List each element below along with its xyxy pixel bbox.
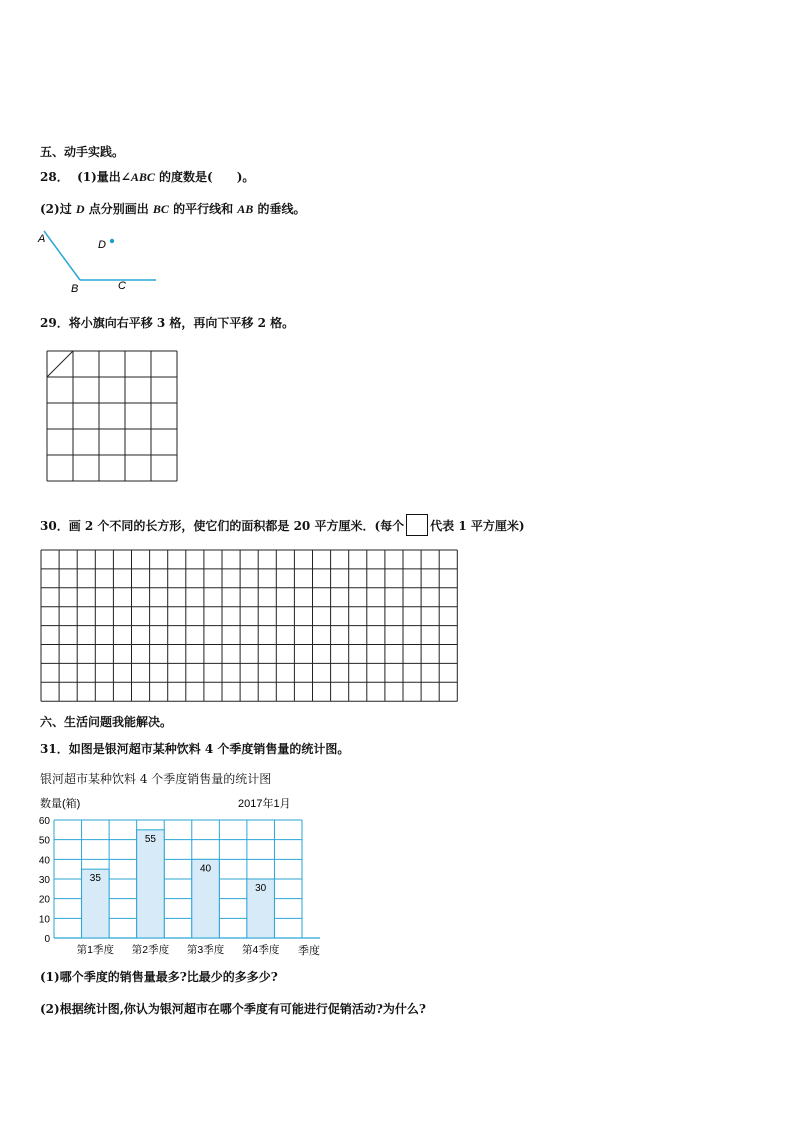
y-tick-label: 50 [38, 835, 50, 847]
y-tick-label: 60 [38, 816, 50, 827]
q28-part2-d: D [75, 202, 85, 216]
x-tick-label: 第4季度 [241, 944, 280, 956]
q28-part2-b: 点分别画出 [84, 202, 153, 216]
point-d [110, 239, 114, 243]
q28-number: 28． [40, 170, 69, 184]
y-tick-label: 10 [38, 914, 50, 926]
bar [137, 830, 165, 938]
q30-text [40, 514, 525, 536]
bar-value-label: 35 [89, 873, 101, 885]
q30-text-before: 30．画 2 个不同的长方形，使它们的面积都是 20 平方厘米．(每个 [40, 518, 405, 533]
q30-text-after: 代表 1 平方厘米) [430, 518, 525, 533]
rectangle-grid [40, 549, 460, 703]
ray-ba [44, 231, 80, 280]
y-tick-label: 40 [38, 855, 50, 867]
q28-angle-var: ABC [130, 170, 155, 184]
y-tick-label: 30 [38, 875, 50, 886]
bar-value-label: 40 [199, 863, 212, 875]
x-tick-label: 第3季度 [186, 944, 225, 956]
q28-part2 [40, 200, 306, 217]
x-axis-label: 季度 [298, 945, 320, 957]
angle-abc-figure [30, 225, 170, 300]
q29-text: 29．将小旗向右平移 3 格，再向下平移 2 格。 [40, 316, 295, 330]
q31-text: 31．如图是银河超市某种饮料 4 个季度销售量的统计图。 [40, 742, 350, 756]
q28-part1-suffix: 的度数是( )。 [154, 170, 255, 184]
x-tick-label: 第2季度 [131, 944, 170, 956]
bar-value-label: 55 [144, 833, 157, 845]
section6-heading: 六、生活问题我能解决。 [40, 715, 173, 729]
unit-square-icon [406, 514, 428, 536]
q28-part2-bc: BC [152, 202, 169, 216]
section5-heading: 五、动手实践。 [40, 145, 125, 159]
y-tick-label: 0 [44, 934, 50, 945]
q28-part2-ab: AB [237, 202, 254, 216]
date-label: 2017年1月 [238, 798, 291, 810]
q28-part2-c: 的平行线和 [168, 202, 238, 216]
q28-part1 [40, 168, 254, 185]
y-axis-label: 数量(箱) [40, 798, 81, 810]
label-d: D [98, 239, 106, 251]
x-tick-label: 第1季度 [76, 944, 115, 956]
label-c: C [118, 280, 126, 292]
q28-part2-e: 的垂线。 [253, 202, 306, 216]
q31-sub1: (1)哪个季度的销售量最多?比最少的多多少? [40, 970, 278, 984]
flag-icon [47, 351, 73, 377]
q28-part1-prefix: (1)量出∠ [77, 170, 131, 184]
label-b: B [71, 283, 79, 295]
flag-grid [46, 350, 178, 483]
label-a: A [38, 233, 46, 245]
q28-part2-a: (2)过 [40, 202, 76, 216]
bar-value-label: 30 [255, 883, 267, 894]
y-tick-label: 20 [38, 894, 50, 906]
chart-title: 银河超市某种饮料 4 个季度销售量的统计图 [40, 772, 272, 786]
bar-chart [30, 792, 340, 962]
q31-sub2: (2)根据统计图,你认为银河超市在哪个季度有可能进行促销活动?为什么? [40, 1002, 426, 1016]
